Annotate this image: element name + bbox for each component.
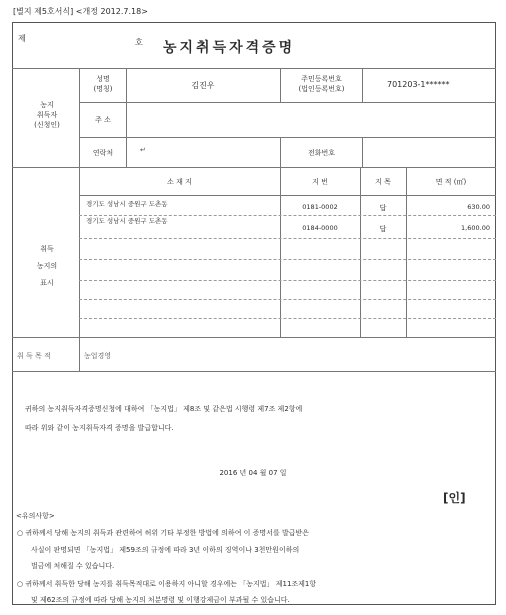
id-number-label: 주민등록번호 (법인등록번호) xyxy=(298,75,345,93)
divider xyxy=(79,299,496,300)
name-value: 김진우 xyxy=(191,81,215,90)
divider xyxy=(79,238,496,239)
column-header-category: 지 목 xyxy=(375,178,391,186)
divider xyxy=(79,318,496,319)
note-2-line-1: ○ 귀하께서 취득한 당해 농지를 취득목적대로 이용하지 아니할 경우에는 「농지법」 제11조제1항 xyxy=(17,580,317,588)
column-header-lot: 지 번 xyxy=(312,178,328,186)
applicant-section-label: 농지 취득자 (신청인) xyxy=(34,101,60,129)
document-title: 농지취득자격증명 xyxy=(163,40,296,56)
divider xyxy=(280,167,281,337)
divider xyxy=(12,337,496,338)
certificate-number-label: 제 xyxy=(18,34,26,43)
note-1-line-2: 사실이 판명되면 「농지법」 제59조의 규정에 따라 3년 이하의 징역이나 3천만원이하의 xyxy=(31,546,300,554)
certificate-frame xyxy=(12,22,496,605)
issuance-statement-line-2: 따라 위와 같이 농지취득자격 증명을 발급합니다. xyxy=(25,424,174,432)
row-lot: 0184-0000 xyxy=(302,224,338,232)
row-category: 답 xyxy=(379,204,387,212)
column-header-area: 면 적 (㎡) xyxy=(435,178,467,186)
divider xyxy=(362,68,363,102)
contact-value: ↵ xyxy=(140,146,146,154)
phone-label: 전화번호 xyxy=(307,149,336,157)
divider xyxy=(12,68,496,69)
divider xyxy=(79,195,496,196)
seal-mark: [인] xyxy=(443,491,466,505)
note-1-line-1: ○ 귀하께서 당해 농지의 취득과 관련하여 허위 기타 부정한 방법에 의하여 이 증명서를 발급받은 xyxy=(17,529,309,537)
divider xyxy=(79,102,496,103)
land-section-label: 취득 농지의 표시 xyxy=(36,245,58,287)
note-1-line-3: 벌금에 처해질 수 있습니다. xyxy=(31,562,115,570)
divider xyxy=(79,259,496,260)
row-area: 630.00 xyxy=(467,203,490,211)
row-lot: 0181-0002 xyxy=(302,203,338,211)
certificate-ho-label: 호 xyxy=(135,38,143,47)
divider xyxy=(79,280,496,281)
divider xyxy=(79,137,496,138)
divider xyxy=(79,337,80,371)
column-header-location: 소 재 지 xyxy=(167,178,192,186)
contact-label: 연락처 xyxy=(92,149,114,157)
purpose-value: 농업경영 xyxy=(84,352,112,360)
note-2-line-2: 및 제62조의 규정에 따라 당해 농지의 처분명령 및 이행강제금이 부과될 수 있습니다. xyxy=(31,596,290,604)
form-reference: [별지 제5호서식] <개정 2012.7.18> xyxy=(13,7,148,16)
divider xyxy=(79,167,80,337)
divider xyxy=(362,137,363,167)
issuance-statement-line-1: 귀하의 농지취득자격증명신청에 대하여 「농지법」 제8조 및 같은법 시행령 제7조 제2항에 xyxy=(25,405,303,413)
divider xyxy=(406,167,407,337)
divider xyxy=(360,167,361,337)
row-category: 답 xyxy=(379,225,387,233)
row-area: 1,600.00 xyxy=(461,224,490,232)
divider xyxy=(12,371,496,372)
row-location: 경기도 성남시 중원구 도촌동 xyxy=(86,200,168,208)
name-label: 성명 (명칭) xyxy=(93,75,113,93)
address-label: 주 소 xyxy=(95,116,111,124)
issue-date: 2016 년 04 월 07 일 xyxy=(219,469,287,477)
id-number-value: 701203-1****** xyxy=(387,80,450,89)
row-location: 경기도 성남시 중원구 도촌동 xyxy=(86,217,168,225)
divider xyxy=(12,167,496,168)
purpose-label: 취 득 목 적 xyxy=(17,352,51,360)
notes-heading: <유의사항> xyxy=(16,512,55,520)
